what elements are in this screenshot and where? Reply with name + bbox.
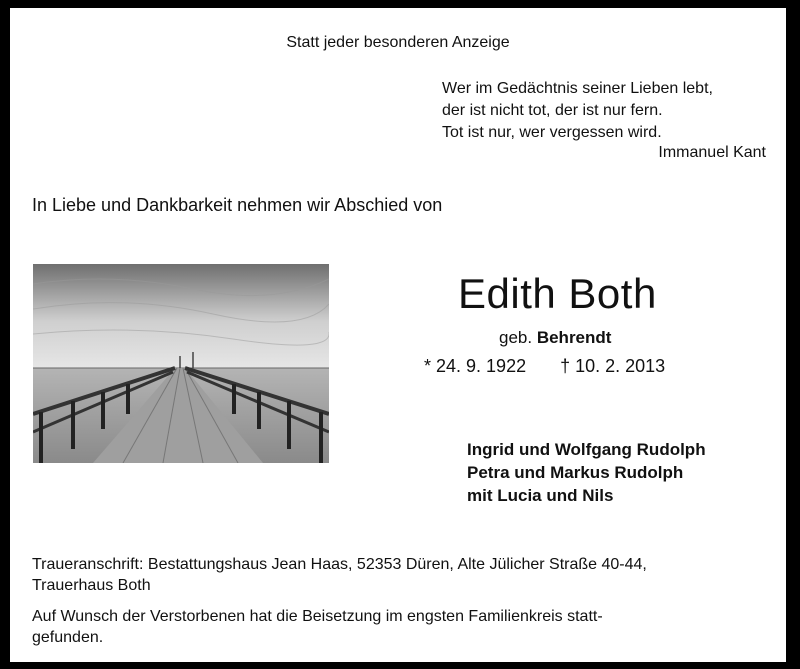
quote-line: der ist nicht tot, der ist nur fern. bbox=[442, 102, 663, 119]
quote-line: Tot ist nur, wer vergessen wird. bbox=[442, 124, 662, 141]
maiden-name-line bbox=[499, 328, 611, 348]
quote-block bbox=[442, 78, 713, 144]
quote-line: Wer im Gedächtnis seiner Lieben lebt, bbox=[442, 80, 713, 97]
mourner-line: Ingrid und Wolfgang Rudolph bbox=[467, 440, 706, 459]
life-dates bbox=[424, 356, 665, 377]
funeral-note-line: Auf Wunsch der Verstorbenen hat die Beisetzung im engsten Familienkreis statt- bbox=[32, 608, 603, 625]
condolence-address bbox=[32, 554, 762, 596]
address-line: Trauerhaus Both bbox=[32, 577, 151, 594]
address-line: Traueranschrift: Bestattungshaus Jean Haas, 52353 Düren, Alte Jülicher Straße 40-44, bbox=[32, 556, 647, 573]
maiden-prefix: geb. bbox=[499, 328, 533, 347]
funeral-note-line: gefunden. bbox=[32, 629, 104, 646]
obituary-notice bbox=[10, 8, 786, 662]
pier-photo bbox=[33, 264, 329, 463]
death-date: † 10. 2. 2013 bbox=[560, 356, 666, 376]
mourners-list bbox=[467, 438, 706, 507]
notice-header: Statt jeder besonderen Anzeige bbox=[286, 34, 510, 51]
quote-author: Immanuel Kant bbox=[658, 144, 766, 161]
birth-date: * 24. 9. 1922 bbox=[424, 356, 527, 376]
maiden-name: Behrendt bbox=[536, 328, 612, 347]
mourner-line: mit Lucia und Nils bbox=[467, 486, 614, 505]
pier-illustration bbox=[33, 264, 329, 463]
mourner-line: Petra und Markus Rudolph bbox=[467, 463, 684, 482]
funeral-note bbox=[32, 606, 762, 648]
deceased-name: Edith Both bbox=[458, 270, 657, 317]
intro-text: In Liebe und Dankbarkeit nehmen wir Abschied von bbox=[32, 195, 443, 215]
